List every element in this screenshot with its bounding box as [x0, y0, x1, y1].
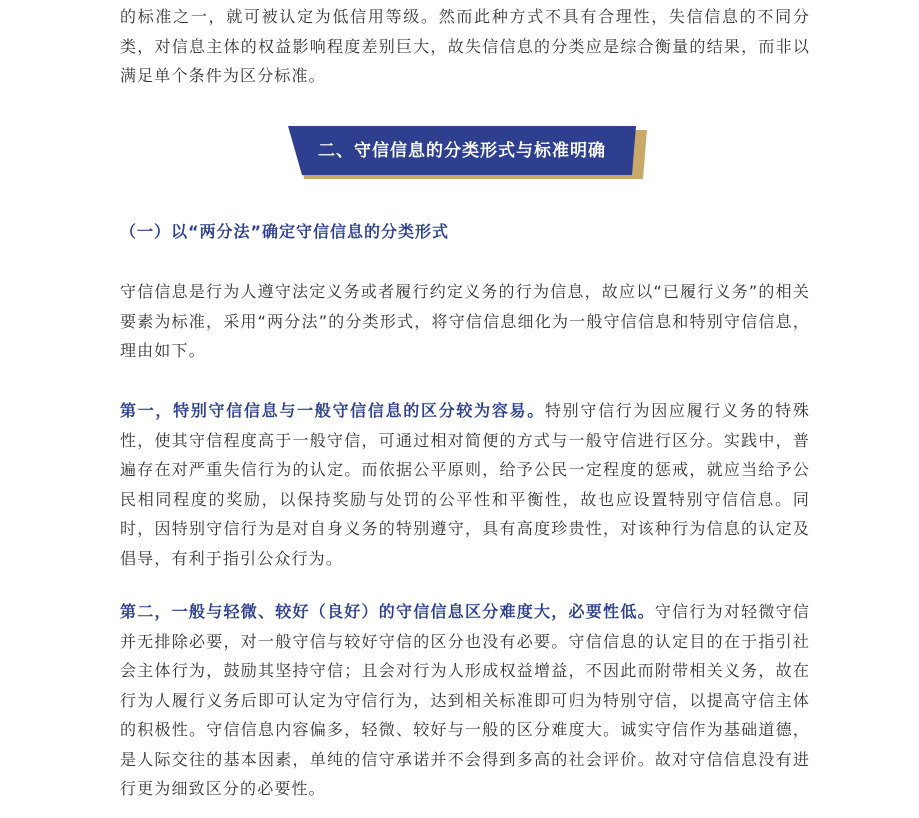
paragraph-3-lead: 第二，一般与轻微、较好（良好）的守信信息区分难度大，必要性低。: [120, 602, 655, 621]
paragraph-2: [120, 396, 810, 573]
paragraph-3-body: 守信行为对轻微守信并无排除必要，对一般守信与较好守信的区分也没有必要。守信信息的认定目的在于指引社会主体行为，鼓励其坚持守信；且会对行为人形成权益增益，不因此而附带相关义务，故在行为人履行义务后即可认定为守信行为，达到相关标准即可归为特别守信，以提高守信主体的积极性。守信信息内容偏多，轻微、较好与一般的区分难度大。诚实守信作为基础道德，是人际交往的基本因素，单纯的信守承诺并不会得到多高的社会评价。故对守信信息没有进行更为细致区分的必要性。: [120, 602, 810, 798]
paragraph-2-lead: 第一，特别守信信息与一般守信信息的区分较为容易。: [120, 401, 545, 420]
intro-paragraph: 的标准之一，就可被认定为低信用等级。然而此种方式不具有合理性，失信信息的不同分类，对信息主体的权益影响程度差别巨大，故失信信息的分类应是综合衡量的结果，而非以满足单个条件为区分标准。: [120, 7, 810, 85]
paragraph-1: 守信信息是行为人遵守法定义务或者履行约定义务的行为信息，故应以“已履行义务”的相关要素为标准，采用“两分法”的分类形式，将守信信息细化为一般守信信息和特别守信信息，理由如下。: [120, 282, 810, 360]
section-banner-title: 二、守信信息的分类形式与标准明确: [318, 141, 606, 161]
section-banner: [288, 126, 648, 180]
paragraph-3: [120, 597, 810, 804]
paragraph-2-body: 特别守信行为因应履行义务的特殊性，使其守信程度高于一般守信，可通过相对简便的方式与一般守信进行区分。实践中，普遍存在对严重失信行为的认定。而依据公平原则，给予公民一定程度的惩戒，就应当给予公民相同程度的奖励，以保持奖励与处罚的公平性和平衡性，故也应设置特别守信信息。同时，因特别守信行为是对自身义务的特别遵守，具有高度珍贵性，对该种行为信息的认定及倡导，有利于指引公众行为。: [120, 401, 810, 568]
subheading: （一）以“两分法”确定守信信息的分类形式: [120, 222, 450, 241]
